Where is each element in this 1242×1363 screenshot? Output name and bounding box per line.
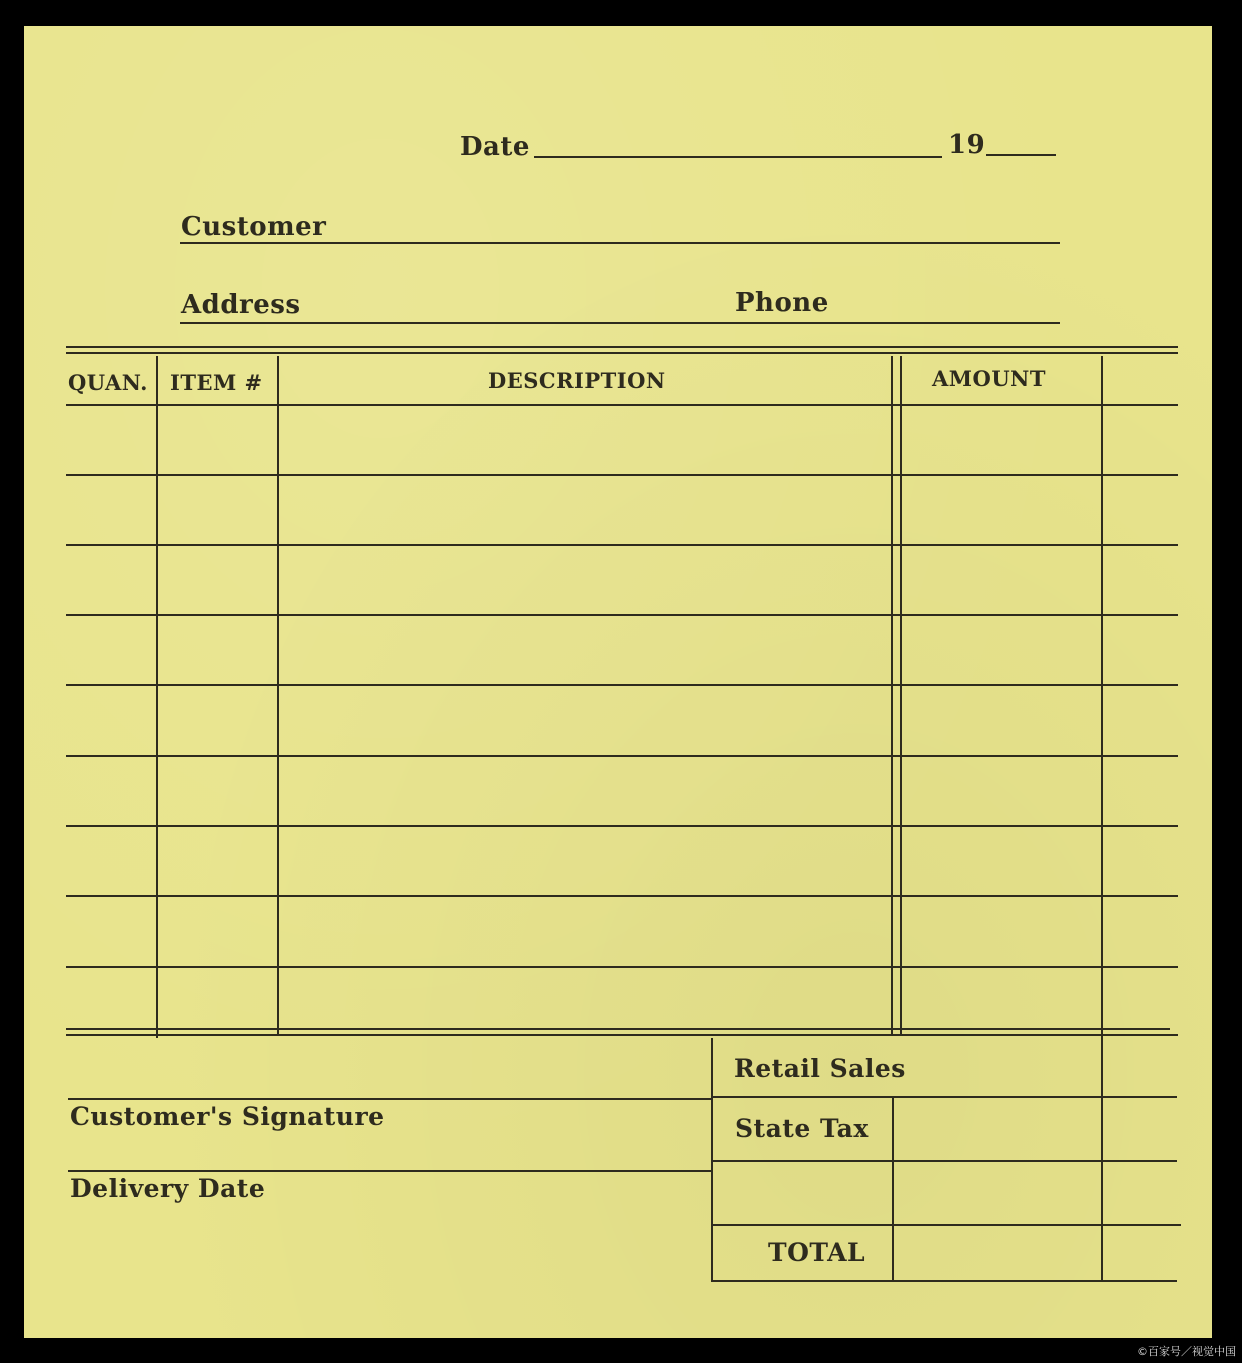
table-row[interactable] xyxy=(66,827,1178,895)
total-amount[interactable] xyxy=(894,1226,1100,1280)
table-row[interactable] xyxy=(66,968,1178,1028)
customer-field[interactable] xyxy=(324,208,1060,242)
customer-underline xyxy=(180,242,1060,244)
signature-field[interactable] xyxy=(70,1066,710,1098)
year-underline xyxy=(986,154,1056,156)
signature-label: Customer's Signature xyxy=(70,1102,385,1131)
invoice-form xyxy=(24,26,1212,1338)
watermark: ©百家号／视觉中国 xyxy=(1137,1345,1236,1358)
table-row[interactable] xyxy=(66,546,1178,614)
date-underline xyxy=(534,156,942,158)
col-header-quan: QUAN. xyxy=(68,370,148,395)
year-prefix: 19 xyxy=(948,130,986,160)
table-row[interactable] xyxy=(66,757,1178,825)
totals-bottom-rule xyxy=(711,1280,1177,1282)
address-label: Address xyxy=(181,290,301,320)
phone-label: Phone xyxy=(735,288,829,318)
table-bottom-rule-2 xyxy=(66,1034,1178,1036)
table-bottom-rule xyxy=(66,1028,1170,1030)
delivery-date-label: Delivery Date xyxy=(70,1174,266,1203)
col-header-description: DESCRIPTION xyxy=(488,368,666,393)
blank-amount[interactable] xyxy=(894,1162,1100,1224)
date-label: Date xyxy=(460,132,530,162)
table-row[interactable] xyxy=(66,406,1178,474)
retail-sales-amount[interactable] xyxy=(894,1038,1100,1096)
retail-sales-label: Retail Sales xyxy=(734,1054,906,1083)
address-underline xyxy=(180,322,1060,324)
state-tax-label: State Tax xyxy=(735,1114,869,1143)
total-label: TOTAL xyxy=(768,1238,866,1267)
table-top-rule-2 xyxy=(66,352,1178,354)
table-row[interactable] xyxy=(66,897,1178,966)
state-tax-amount[interactable] xyxy=(894,1098,1100,1160)
signature-bottom-rule xyxy=(68,1170,711,1172)
table-top-rule xyxy=(66,346,1178,348)
col-header-amount: AMOUNT xyxy=(932,366,1046,391)
customer-label: Customer xyxy=(181,212,327,242)
address-field[interactable] xyxy=(304,288,724,322)
table-row[interactable] xyxy=(66,686,1178,755)
delivery-date-field[interactable] xyxy=(294,1174,710,1208)
phone-field[interactable] xyxy=(829,288,1060,322)
table-row[interactable] xyxy=(66,616,1178,684)
col-header-item: ITEM # xyxy=(170,370,263,395)
date-field[interactable] xyxy=(534,126,942,158)
table-row[interactable] xyxy=(66,476,1178,544)
signature-underline xyxy=(68,1098,711,1100)
